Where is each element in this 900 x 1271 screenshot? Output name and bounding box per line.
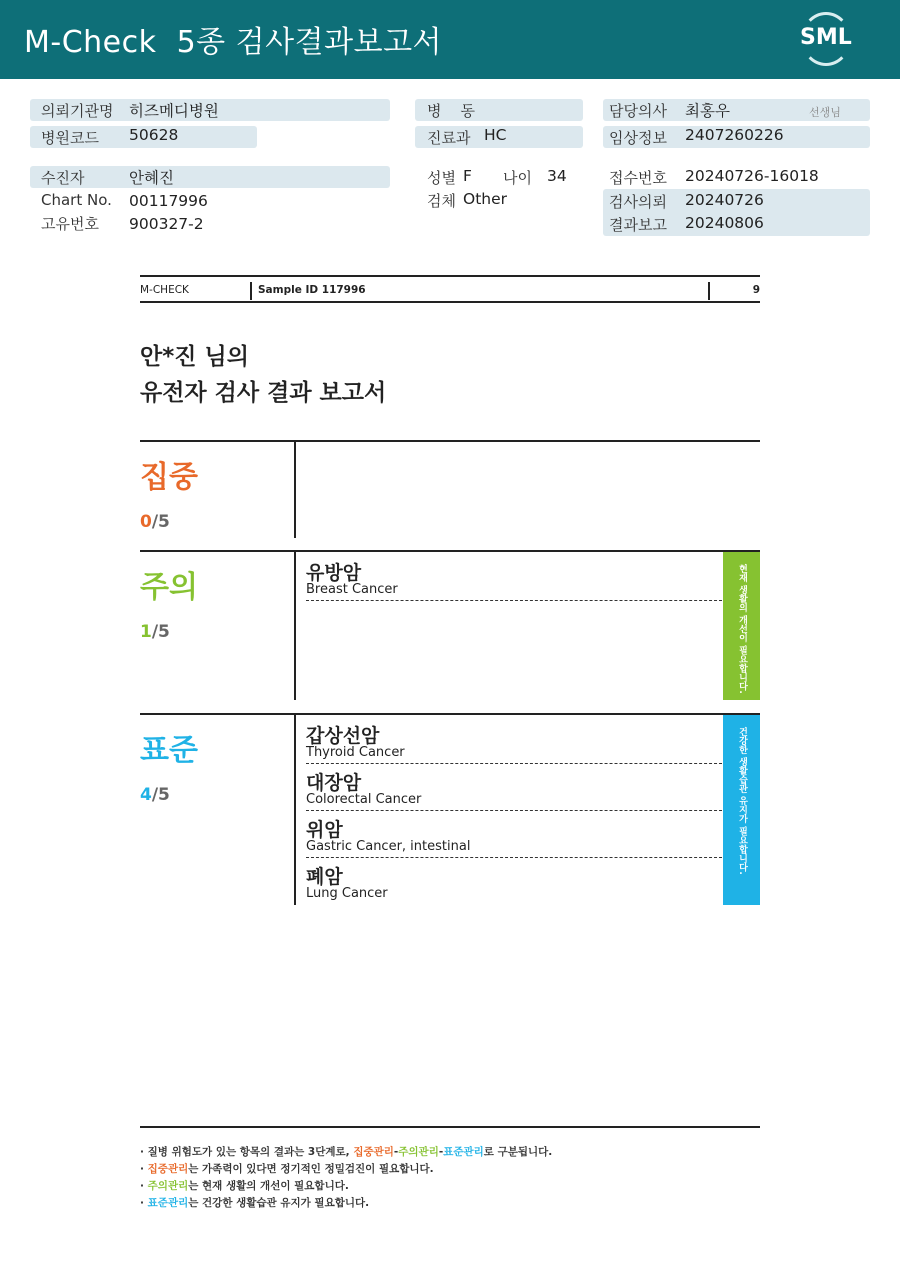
brand-label: M-CHECK bbox=[140, 284, 189, 296]
caution-title: 주의 bbox=[140, 570, 198, 605]
item-korean: 폐암 bbox=[306, 866, 343, 888]
focus-count-total: /5 bbox=[151, 512, 170, 532]
bullet-icon: · bbox=[140, 1146, 148, 1158]
note-key-standard: 표준관리 bbox=[443, 1146, 484, 1158]
sml-logo bbox=[796, 12, 856, 66]
note-key-standard: 표준관리 bbox=[147, 1197, 189, 1209]
note-2 bbox=[140, 1161, 434, 1176]
logo-text: SML bbox=[800, 25, 852, 50]
hospital-code-label: 병원코드 bbox=[41, 129, 99, 147]
note-dash: - bbox=[393, 1146, 399, 1158]
standard-count-value: 4 bbox=[140, 785, 152, 805]
note-text: 는 현재 생활의 개선이 필요합니다. bbox=[188, 1180, 349, 1192]
sex-value: F bbox=[463, 167, 472, 185]
patient-label: 수진자 bbox=[41, 169, 85, 187]
result-item bbox=[306, 558, 722, 601]
divider bbox=[294, 715, 296, 905]
caution-side-text: 현재 생활의 개선이 필요합니다. bbox=[737, 564, 747, 694]
bullet-icon: · bbox=[140, 1180, 148, 1192]
divider bbox=[250, 282, 252, 300]
focus-title: 집중 bbox=[140, 460, 198, 495]
ward-label: 병 동 bbox=[427, 102, 476, 120]
bullet-icon: · bbox=[140, 1197, 148, 1209]
note-text: 질병 위험도가 있는 항목의 결과는 3단계로, bbox=[147, 1146, 354, 1158]
result-report-value: 20240806 bbox=[685, 214, 764, 232]
standard-sidebar bbox=[723, 715, 760, 905]
item-english: Gastric Cancer, intestinal bbox=[306, 839, 471, 854]
footer-divider bbox=[140, 1126, 760, 1128]
standard-count-total: /5 bbox=[151, 785, 170, 805]
page-number: 9 bbox=[752, 284, 760, 296]
doctor-label: 담당의사 bbox=[609, 102, 667, 120]
doctor-suffix: 선생님 bbox=[809, 106, 841, 119]
dept-label: 진료과 bbox=[427, 129, 471, 147]
focus-count-value: 0 bbox=[140, 512, 152, 532]
dept-value: HC bbox=[484, 126, 507, 144]
note-key-focus: 집중관리 bbox=[147, 1163, 189, 1175]
standard-side-text: 건강한 생활습관 유지가 필요합니다. bbox=[737, 727, 747, 875]
unique-id-value: 900327-2 bbox=[129, 215, 204, 233]
focus-count bbox=[140, 512, 170, 532]
divider bbox=[294, 442, 296, 538]
note-key-caution: 주의관리 bbox=[147, 1180, 189, 1192]
doctor-value: 최홍우 bbox=[685, 102, 730, 120]
bullet-icon: · bbox=[140, 1163, 148, 1175]
result-item bbox=[306, 721, 722, 764]
chart-value: 00117996 bbox=[129, 192, 208, 210]
report-heading-line2: 유전자 검사 결과 보고서 bbox=[140, 380, 387, 406]
request-label: 검사의뢰 bbox=[609, 193, 667, 211]
receipt-value: 20240726-16018 bbox=[685, 167, 819, 185]
result-item bbox=[306, 862, 722, 905]
section-caution bbox=[140, 550, 760, 700]
sample-id: Sample ID 117996 bbox=[258, 284, 366, 296]
note-key-caution: 주의관리 bbox=[398, 1146, 439, 1158]
item-korean: 대장암 bbox=[306, 772, 362, 794]
note-text: 로 구분됩니다. bbox=[483, 1146, 553, 1158]
report-header bbox=[0, 0, 900, 79]
clinical-value: 2407260226 bbox=[685, 126, 784, 144]
note-3 bbox=[140, 1178, 349, 1193]
item-english: Colorectal Cancer bbox=[306, 792, 422, 807]
note-key-focus: 집중관리 bbox=[353, 1146, 394, 1158]
standard-title: 표준 bbox=[140, 733, 198, 768]
item-english: Thyroid Cancer bbox=[306, 745, 405, 760]
report-page-header bbox=[140, 275, 760, 303]
sex-label: 성별 bbox=[427, 169, 456, 187]
age-value: 34 bbox=[547, 167, 567, 185]
item-korean: 갑상선암 bbox=[306, 725, 380, 747]
specimen-value: Other bbox=[463, 190, 508, 208]
clinical-label: 임상정보 bbox=[609, 129, 667, 147]
institution-value: 히즈메디병원 bbox=[129, 102, 219, 120]
report-heading-line1: 안*진 님의 bbox=[140, 344, 249, 370]
note-dash: - bbox=[438, 1146, 444, 1158]
result-item bbox=[306, 768, 722, 811]
note-1 bbox=[140, 1144, 552, 1159]
receipt-label: 접수번호 bbox=[609, 169, 667, 187]
item-english: Lung Cancer bbox=[306, 886, 388, 901]
divider bbox=[294, 552, 296, 700]
standard-count bbox=[140, 785, 170, 805]
institution-label: 의뢰기관명 bbox=[41, 102, 114, 120]
caution-sidebar bbox=[723, 552, 760, 700]
note-4 bbox=[140, 1195, 369, 1210]
unique-id-label: 고유번호 bbox=[41, 215, 99, 233]
chart-label: Chart No. bbox=[41, 191, 112, 209]
caution-count bbox=[140, 622, 170, 642]
divider bbox=[708, 282, 710, 300]
patient-value: 안혜진 bbox=[129, 169, 174, 187]
age-label: 나이 bbox=[503, 169, 532, 187]
note-text: 는 가족력이 있다면 정기적인 정밀검진이 필요합니다. bbox=[188, 1163, 434, 1175]
section-focus bbox=[140, 440, 760, 538]
caution-count-value: 1 bbox=[140, 622, 152, 642]
specimen-label: 검체 bbox=[427, 192, 456, 210]
request-value: 20240726 bbox=[685, 191, 764, 209]
report-title: M-Check 5종 검사결과보고서 bbox=[24, 25, 443, 60]
caution-count-total: /5 bbox=[151, 622, 170, 642]
result-report-label: 결과보고 bbox=[609, 216, 667, 234]
item-english: Breast Cancer bbox=[306, 582, 398, 597]
note-text: 는 건강한 생활습관 유지가 필요합니다. bbox=[188, 1197, 370, 1209]
hospital-code-value: 50628 bbox=[129, 126, 179, 144]
item-korean: 위암 bbox=[306, 819, 343, 841]
result-item bbox=[306, 815, 722, 858]
section-standard bbox=[140, 713, 760, 905]
item-korean: 유방암 bbox=[306, 562, 362, 584]
